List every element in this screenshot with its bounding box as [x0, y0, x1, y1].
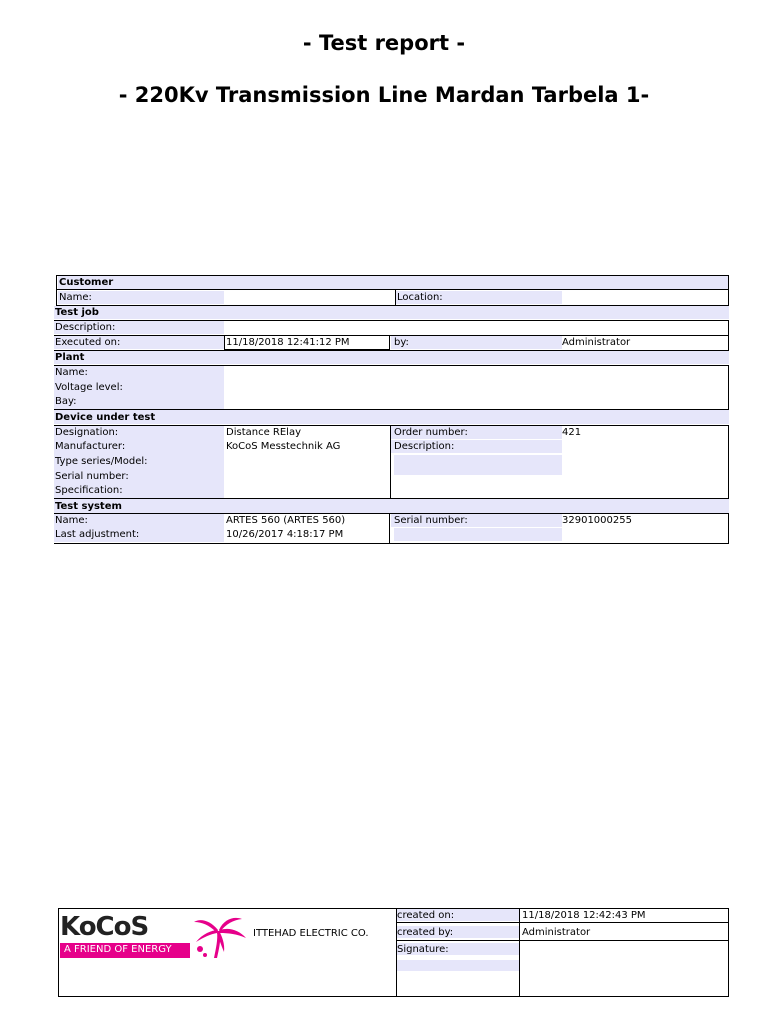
divider [396, 922, 729, 923]
report-subtitle: - 220Kv Transmission Line Mardan Tarbela 1- [118, 83, 650, 107]
test-system-name-label: Name: [55, 515, 88, 526]
divider [728, 320, 729, 335]
test-system-name-value: ARTES 560 (ARTES 560) [226, 515, 346, 526]
designation-label: Designation: [55, 427, 119, 438]
divider [54, 543, 729, 544]
created-on-label: created on: [397, 910, 455, 921]
test-job-header-band [54, 306, 729, 319]
plant-header-band [54, 351, 729, 364]
last-adjustment-value: 10/26/2017 4:18:17 PM [226, 529, 344, 540]
kocos-logo-wordmark: KoCoS [60, 912, 149, 942]
test-job-description-label: Description: [55, 322, 116, 333]
test-system-header-band [54, 499, 729, 513]
designation-value: Distance RElay [226, 427, 301, 438]
test-system-serial-value: 32901000255 [562, 515, 632, 526]
specification-label: Specification: [55, 485, 123, 496]
divider [389, 513, 390, 544]
device-description-label: Description: [394, 441, 455, 452]
last-adjustment-label: Last adjustment: [55, 529, 140, 540]
manufacturer-value: KoCoS Messtechnik AG [226, 441, 341, 452]
logo-tagline: A FRIEND OF ENERGY [60, 943, 190, 958]
customer-heading: Customer [59, 277, 114, 288]
divider [56, 289, 729, 290]
test-system-serial-label: Serial number: [394, 515, 468, 526]
customer-location-label: Location: [397, 292, 443, 303]
plant-heading: Plant [55, 352, 85, 363]
signature-field [397, 960, 519, 971]
signature-label: Signature: [397, 944, 449, 955]
device-heading: Device under test [55, 412, 156, 423]
device-header-band [54, 410, 729, 424]
device-description-field [394, 455, 562, 475]
order-number-value: 421 [562, 427, 582, 438]
customer-name-label: Name: [59, 292, 92, 303]
created-on-value: 11/18/2018 12:42:43 PM [522, 910, 646, 921]
report-title: - Test report - [302, 31, 466, 55]
test-job-heading: Test job [55, 307, 99, 318]
test-system-heading: Test system [55, 501, 122, 512]
created-by-label: created by: [397, 927, 454, 938]
divider [728, 365, 729, 410]
by-band [391, 336, 562, 349]
plant-name-label: Name: [55, 367, 88, 378]
by-value: Administrator [562, 337, 631, 348]
bay-label: Bay: [55, 396, 77, 407]
divider [728, 425, 729, 498]
divider [728, 335, 729, 350]
serial-number-label: Serial number: [55, 471, 129, 482]
palm-tree-icon [192, 914, 248, 962]
type-series-label: Type series/Model: [55, 456, 148, 467]
by-label: by: [394, 337, 409, 348]
created-by-value: Administrator [522, 927, 591, 938]
company-name: ITTEHAD ELECTRIC CO. [253, 928, 369, 939]
divider [396, 940, 729, 941]
test-system-empty-field [394, 528, 562, 541]
executed-on-value: 11/18/2018 12:41:12 PM [226, 337, 350, 348]
divider [728, 513, 729, 544]
order-number-label: Order number: [394, 427, 468, 438]
voltage-level-label: Voltage level: [55, 382, 123, 393]
executed-on-label: Executed on: [55, 337, 121, 348]
manufacturer-label: Manufacturer: [55, 441, 126, 452]
